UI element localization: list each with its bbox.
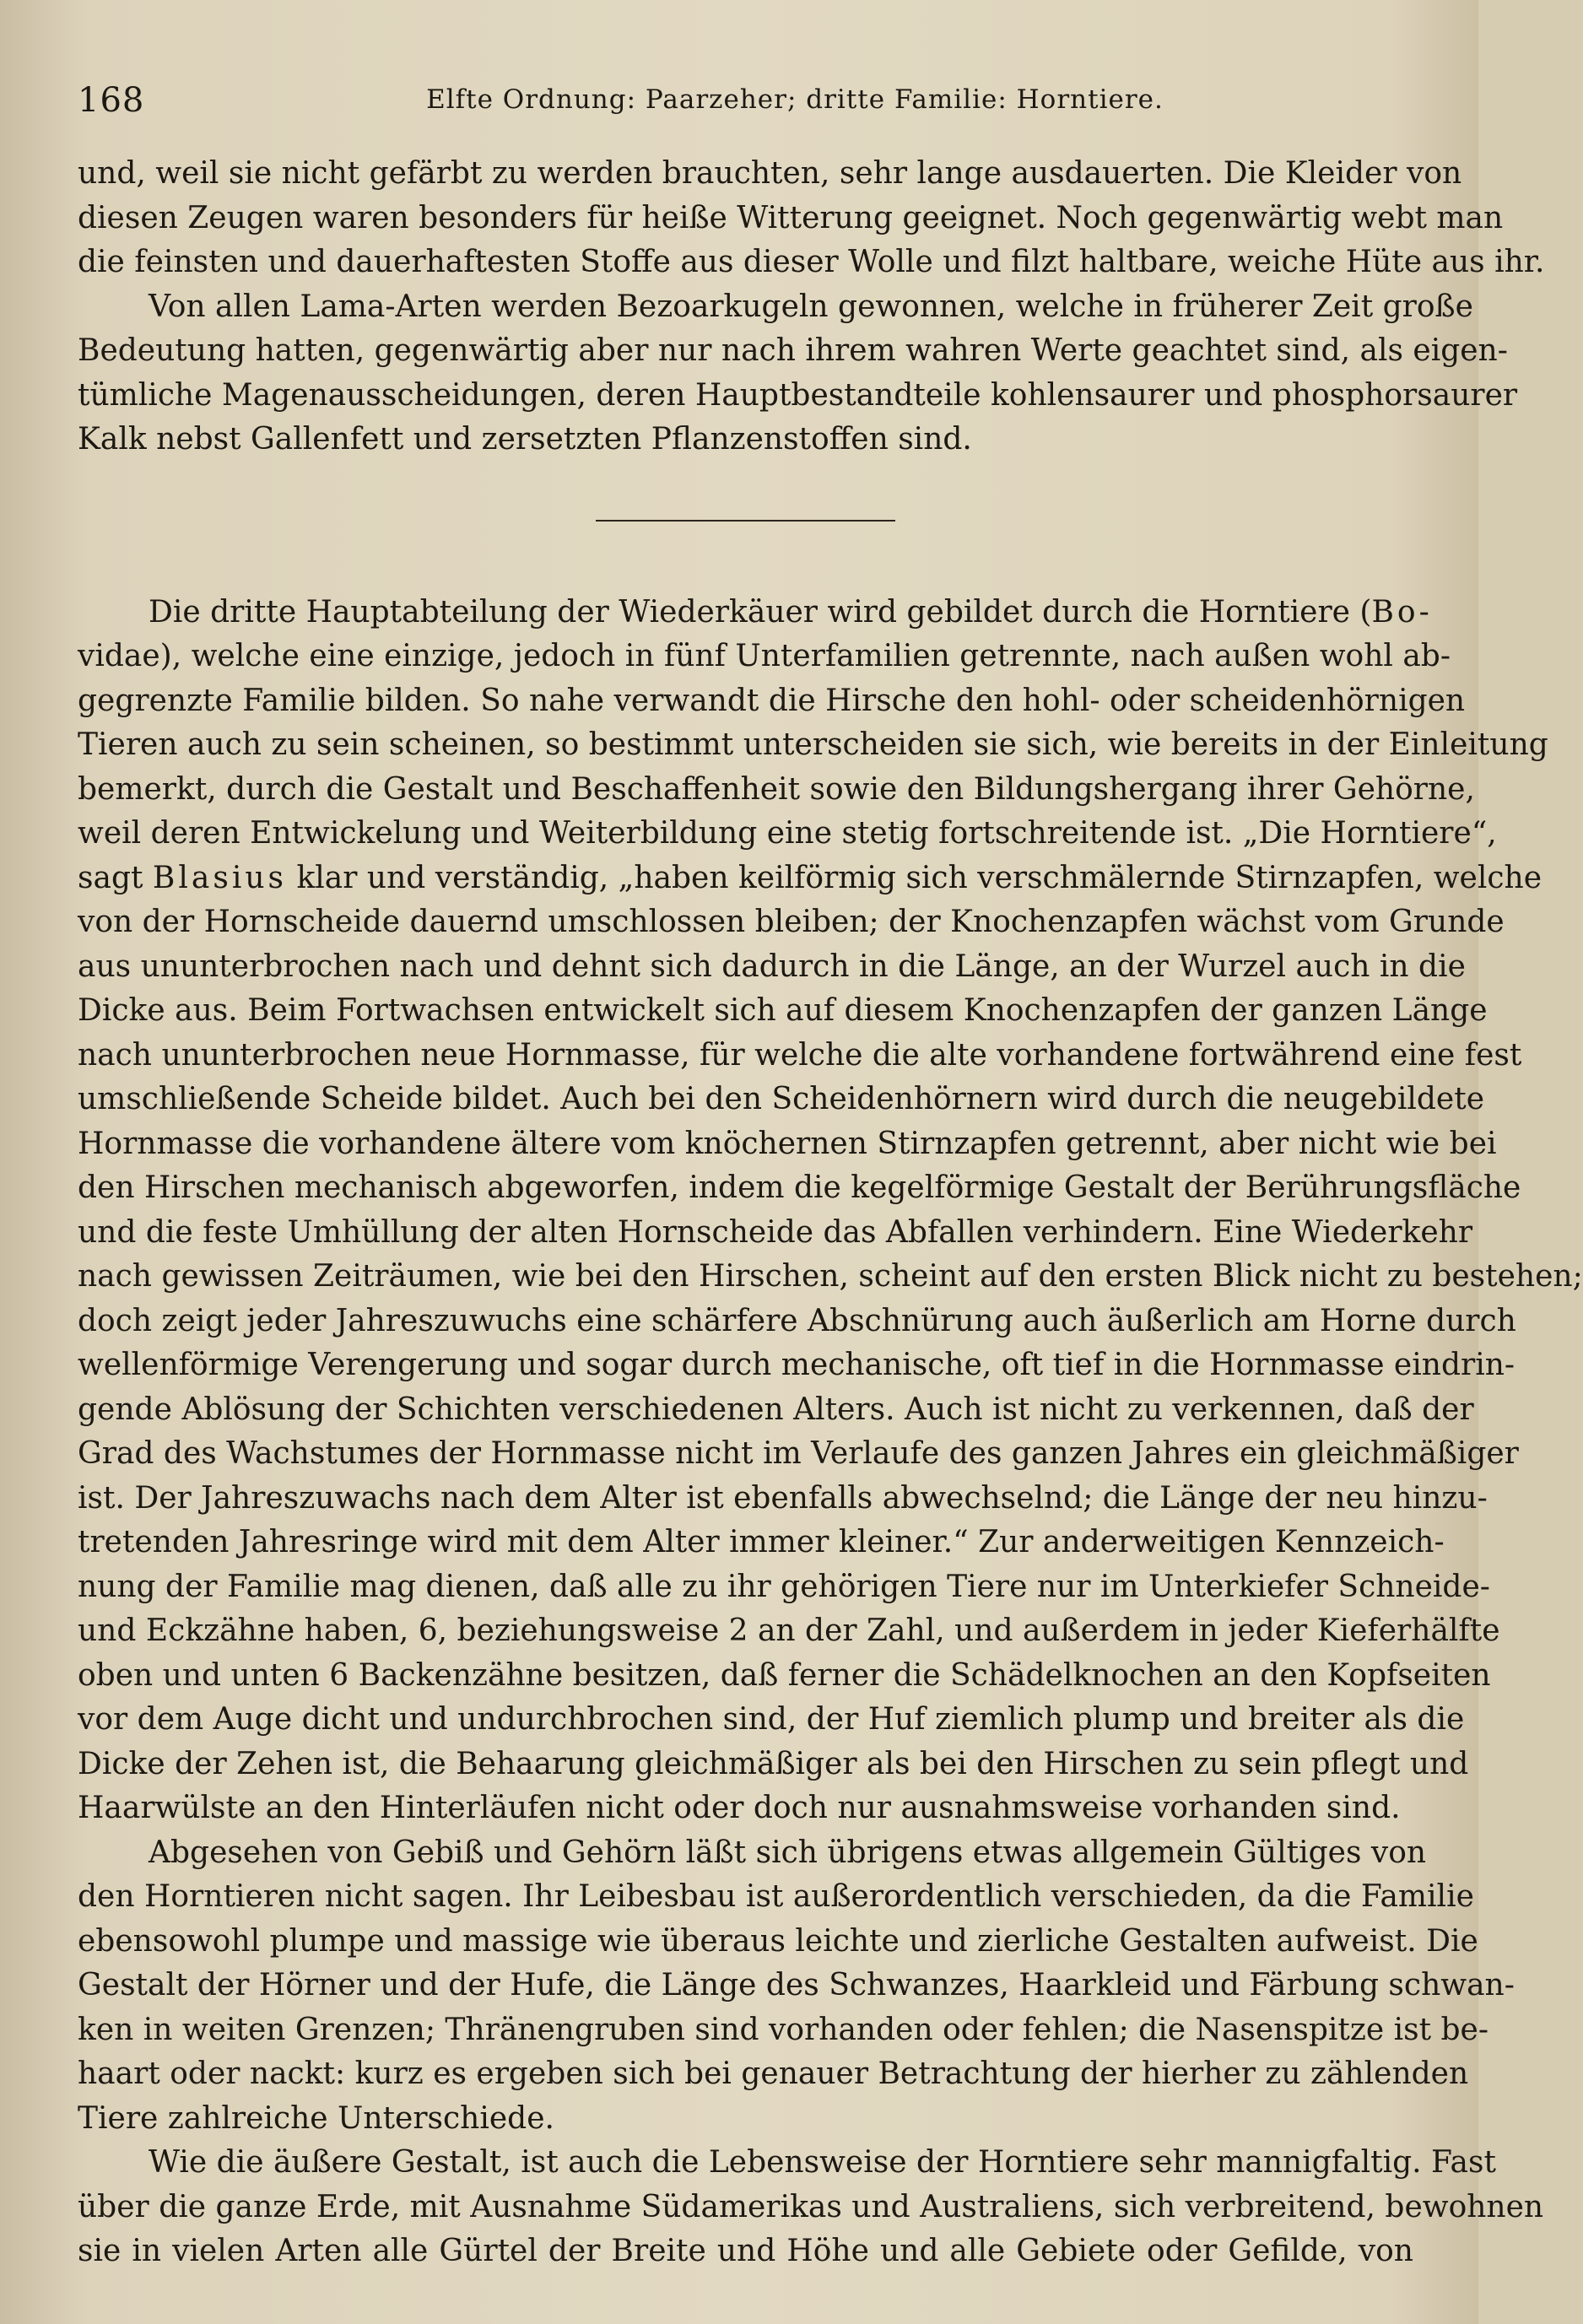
text-line: die feinsten und dauerhaftesten Stoffe aus dieser Wolle und filzt haltbare, weiche Hüte aus ihr. [78,245,1545,279]
text-line: über die ganze Erde, mit Ausnahme Südamerikas und Australiens, sich verbreitend, bewohnen [78,2189,1544,2224]
text-line: weil deren Entwickelung und Weiterbildung eine stetig fortschreitende ist. „Die Horntiere“, [78,816,1497,851]
text-line: tretenden Jahresringe wird mit dem Alter immer kleiner.“ Zur anderweitigen Kennzeich- [78,1525,1445,1559]
text-line: und, weil sie nicht gefärbt zu werden brauchten, sehr lange ausdauerten. Die Kleider von [78,156,1462,191]
text-line: haart oder nackt: kurz es ergeben sich bei genauer Betrachtung der hierher zu zählenden [78,2056,1469,2091]
text-line: gegrenzte Familie bilden. So nahe verwandt die Hirsche den hohl- oder scheidenhörnigen [78,683,1466,718]
text-line: den Horntieren nicht sagen. Ihr Leibesbau ist außerordentlich verschieden, da die Familie [78,1879,1474,1914]
text-line: vidae), welche eine einzige, jedoch in fünf Unterfamilien getrennte, nach außen wohl ab- [78,639,1451,673]
text-line: oben und unten 6 Backenzähne besitzen, daß ferner die Schädelknochen an den Kopfseiten [78,1657,1491,1693]
text-line: diesen Zeugen waren besonders für heiße Witterung geeignet. Noch gegenwärtig webt man [78,200,1504,235]
text-segment: Die dritte Hauptabteilung der Wiederkäuer wird gebildet durch die Horntiere ( [149,594,1372,630]
text-line: Hornmasse die vorhandene ältere vom knöchernen Stirnzapfen getrennt, aber nicht wie bei [78,1126,1497,1161]
body-text [78,152,1583,2274]
text-line: Haarwülste an den Hinterläufen nicht oder doch nur ausnahmsweise vorhanden sind. [78,1791,1401,1825]
text-segment: sagt [78,860,153,895]
taxon-name: Bo- [1371,594,1433,630]
text-line: Kalk nebst Gallenfett und zersetzten Pflanzenstoffen sind. [78,422,972,457]
text-line: Wie die äußere Gestalt, ist auch die Lebensweise der Horntiere sehr mannigfaltig. Fast [149,2145,1496,2180]
text-line: bemerkt, durch die Gestalt und Beschaffenheit sowie den Bildungshergang ihrer Gehörne, [78,771,1475,807]
author-name: Blasius [152,860,287,895]
text-line: Von allen Lama-Arten werden Bezoarkugeln gewonnen, welche in früherer Zeit große [149,289,1473,324]
text-line: den Hirschen mechanisch abgeworfen, indem die kegelförmige Gestalt der Berührungsfläche [78,1170,1521,1205]
text-line: vor dem Auge dicht und undurchbrochen sind, der Huf ziemlich plump und breiter als die [78,1702,1465,1737]
text-line: ebensowohl plumpe und massige wie überaus leichte und zierliche Gestalten aufweist. Die [78,1923,1478,1959]
text-line: und Eckzähne haben, 6, beziehungsweise 2 an der Zahl, und außerdem in jeder Kieferhälfte [78,1613,1500,1648]
text-line: von der Hornscheide dauernd umschlossen bleiben; der Knochenzapfen wächst vom Grunde [78,905,1505,939]
text-segment: klar und verständig, „haben keilförmig sich verschmälernde Stirnzapfen, welche [287,860,1542,895]
running-head: Elfte Ordnung: Paarzeher; dritte Familie: Horntiere. [426,84,1164,115]
text-line: sie in vielen Arten alle Gürtel der Breite und Höhe und alle Gebiete oder Gefilde, von [78,2234,1413,2268]
text-line: nung der Familie mag dienen, daß alle zu ihr gehörigen Tiere nur im Unterkiefer Schneide- [78,1569,1490,1604]
text-line: Gestalt der Hörner und der Hufe, die Länge des Schwanzes, Haarkleid und Färbung schwan- [78,1968,1515,2002]
text-line: nach gewissen Zeiträumen, wie bei den Hirschen, scheint auf den ersten Blick nicht zu bestehen; [78,1259,1583,1294]
text-line: Grad des Wachstumes der Hornmasse nicht im Verlaufe des ganzen Jahres ein gleichmäßiger [78,1436,1519,1471]
text-line: ken in weiten Grenzen; Thränengruben sind vorhanden oder fehlen; die Nasenspitze ist be- [78,2012,1488,2047]
text-line: und die feste Umhüllung der alten Hornscheide das Abfallen verhindern. Eine Wiederkehr [78,1214,1473,1250]
text-line: tümliche Magenausscheidungen, deren Hauptbestandteile kohlensaurer und phosphorsaurer [78,377,1518,413]
text-line: Tieren auch zu sein scheinen, so bestimmt unterscheiden sie sich, wie bereits in der Einleitung [78,727,1548,762]
text-line: gende Ablösung der Schichten verschiedenen Alters. Auch ist nicht zu verkennen, daß der [78,1392,1474,1427]
section-divider [596,520,895,522]
text-line: Dicke der Zehen ist, die Behaarung gleichmäßiger als bei den Hirschen zu sein pflegt und [78,1746,1469,1781]
text-line: aus ununterbrochen nach und dehnt sich dadurch in die Länge, an der Wurzel auch in die [78,949,1466,984]
text-line: umschließende Scheide bildet. Auch bei den Scheidenhörnern wird durch die neugebildete [78,1082,1485,1116]
text-line: Dicke aus. Beim Fortwachsen entwickelt sich auf diesem Knochenzapfen der ganzen Länge [78,993,1488,1028]
text-line: Tiere zahlreiche Unterschiede. [78,2100,554,2136]
page-header [78,81,1411,132]
text-line: wellenförmige Verengerung und sogar durch mechanische, oft tief in die Hornmasse eindrin- [78,1348,1515,1382]
text-line: doch zeigt jeder Jahreszuwuchs eine schärfere Abschnürung auch äußerlich am Horne durch [78,1303,1516,1338]
text-line [78,591,1433,635]
page-number: 168 [78,81,145,120]
text-line: Bedeutung hatten, gegenwärtig aber nur nach ihrem wahren Werte geachtet sind, als eigen- [78,333,1508,368]
text-line: nach ununterbrochen neue Hornmasse, für welche die alte vorhandene fortwährend eine fest [78,1037,1522,1073]
text-line: Abgesehen von Gebiß und Gehörn läßt sich übrigens etwas allgemein Gültiges von [149,1835,1427,1870]
text-line [78,857,1542,901]
text-line: ist. Der Jahreszuwachs nach dem Alter ist ebenfalls abwechselnd; die Länge der neu hinzu- [78,1480,1488,1516]
